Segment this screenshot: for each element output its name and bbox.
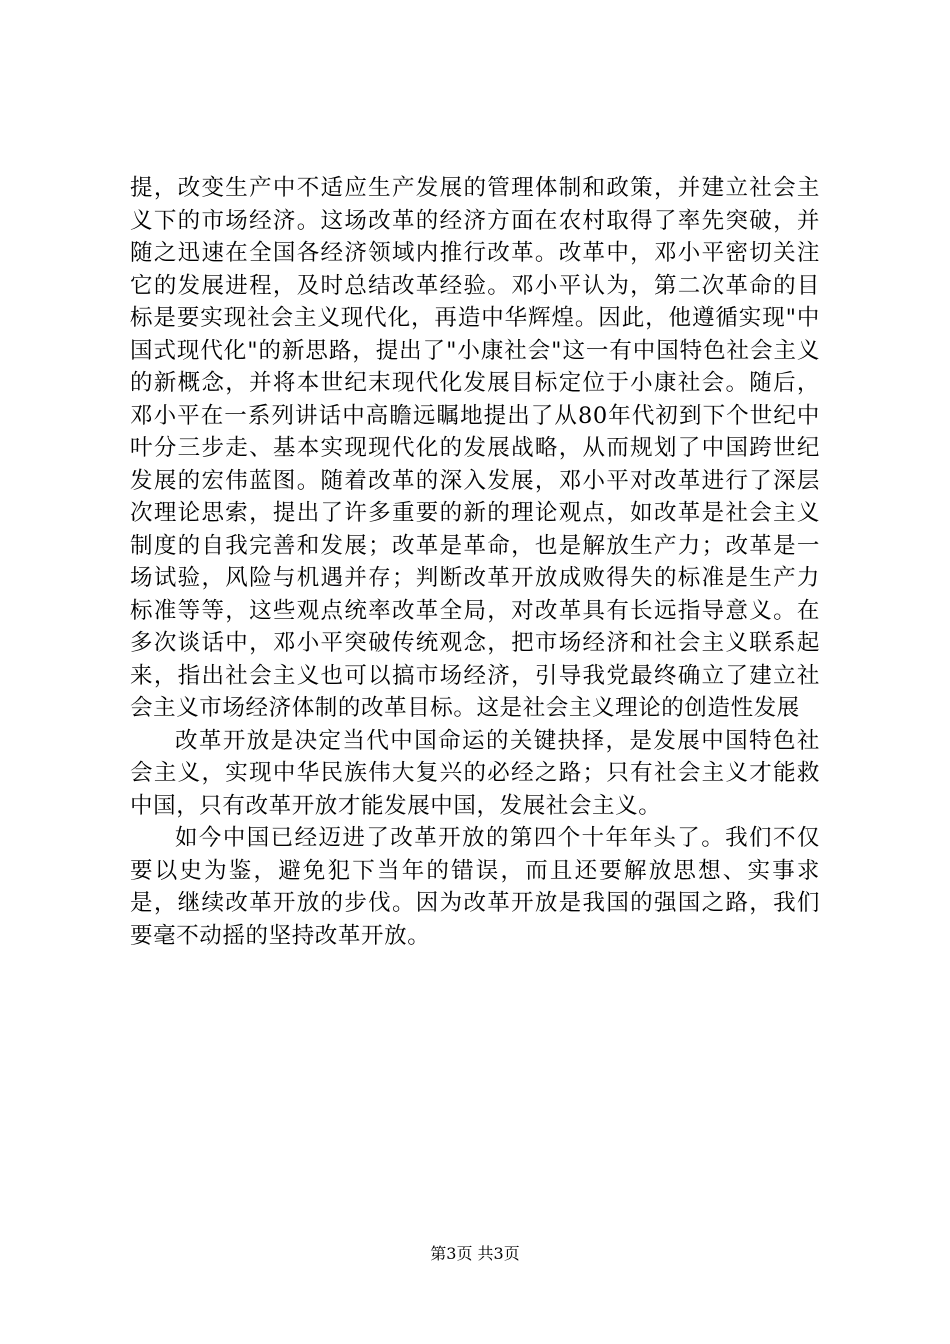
paragraph-continuation: 提，改变生产中不适应生产发展的管理体制和政策，并建立社会主义下的市场经济。这场改革的经济方面在农村取得了率先突破，并随之迅速在全国各经济领域内推行改革。改革中，邓小平密切关注它的发展进程，及时总结改革经验。邓小平认为，第二次革命的目标是要实现社会主义现代化，再造中华辉煌。因此，他遵循实现"中国式现代化"的新思路，提出了"小康社会"这一有中国特色社会主义的新概念，并将本世纪末现代化发展目标定位于小康社会。随后，邓小平在一系列讲话中高瞻远瞩地提出了从80年代初到下个世纪中叶分三步走、基本实现现代化的发展战略，从而规划了中国跨世纪发展的宏伟蓝图。随着改革的深入发展，邓小平对改革进行了深层次理论思索，提出了许多重要的新的理论观点，如改革是社会主义制度的自我完善和发展；改革是革命，也是解放生产力；改革是一场试验，风险与机遇并存；判断改革开放成败得失的标准是生产力标准等等，这些观点统率改革全局，对改革具有长远指导意义。在多次谈话中，邓小平突破传统观念，把市场经济和社会主义联系起来，指出社会主义也可以搞市场经济，引导我党最终确立了建立社会主义市场经济体制的改革目标。这是社会主义理论的创造性发展 (130, 175, 820, 721)
paragraph-reform-choice: 改革开放是决定当代中国命运的关键抉择，是发展中国特色社会主义，实现中华民族伟大复兴的必经之路；只有社会主义才能救中国，只有改革开放才能发展中国，发展社会主义。 (130, 727, 820, 819)
paragraph-conclusion: 如今中国已经迈进了改革开放的第四个十年年头了。我们不仅要以史为鉴，避免犯下当年的错误，而且还要解放思想、实事求是，继续改革开放的步伐。因为改革开放是我国的强国之路，我们要毫不动摇的坚持改革开放。 (130, 825, 820, 949)
page-footer: 第3页 共3页 (430, 1244, 520, 1263)
document-body (130, 172, 820, 952)
